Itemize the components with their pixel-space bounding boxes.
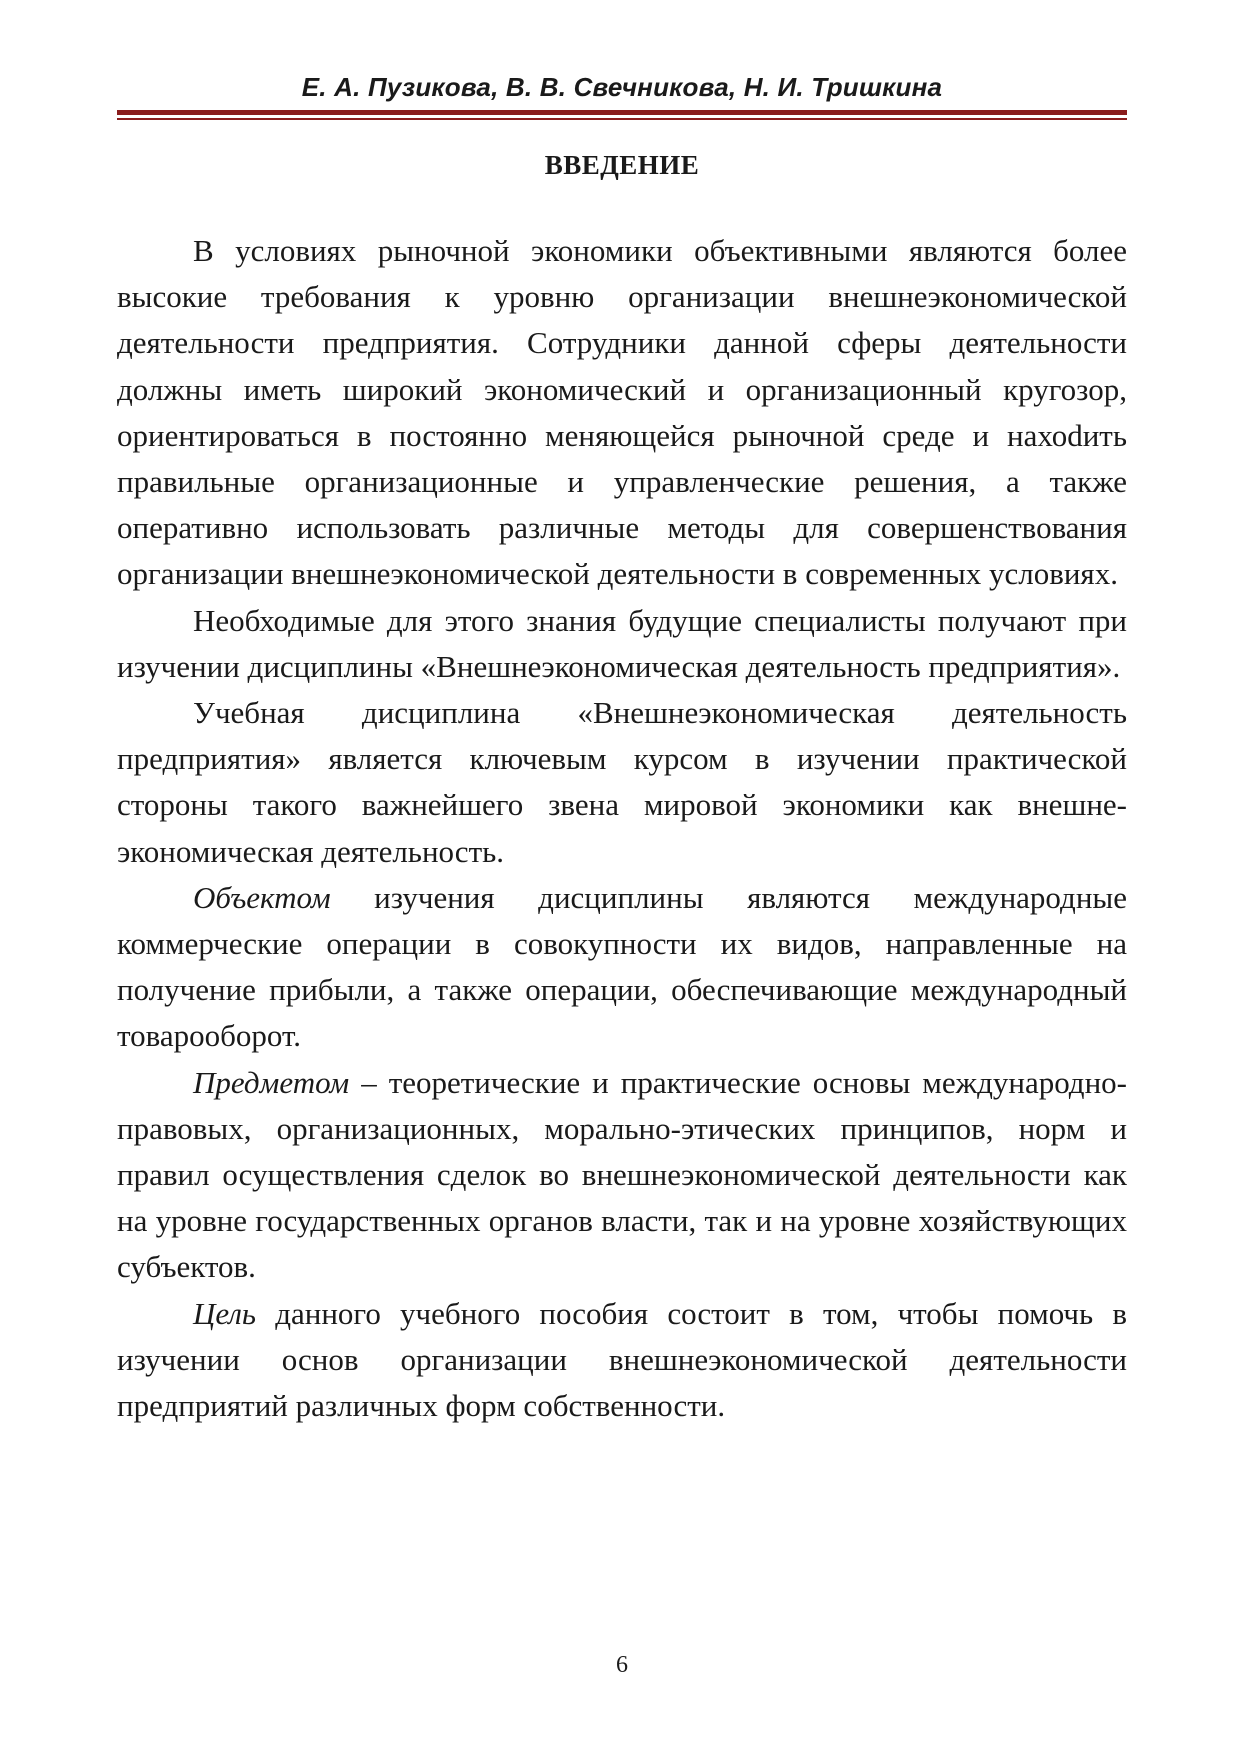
paragraph-object [117, 875, 1127, 1060]
paragraph-object-text: изучения дисциплины являются международные коммерческие операции в совокупности их видов, направленные на получение прибыли, а также операции, обеспечивающие международный товарооборот. [117, 879, 1127, 1054]
paragraph-discipline [117, 690, 1127, 875]
paragraph-object-lead: Объектом [193, 879, 331, 915]
paragraph-intro-text: В условиях рыночной экономики объективными являются более высокие требования к уровню организации внешнеэкономической деятельности предприятия. Сотрудники данной сферы деятельности должны иметь широкий экономический и организационный кругозор, ориентироваться в постоянно меняющейся рыночной среде и нахоdить правильные организационные и управленческие решения, а также оперативно использовать различные методы для совершенствования организации внешнеэкономической деятельности в современных условиях. [117, 233, 1127, 592]
paragraph-knowledge-text: Необходимые для этого знания будущие специалисты получают при изучении дисциплины «Внешнеэкономическая деятельность предприятия». [117, 602, 1127, 684]
running-header-authors: Е. А. Пузикова, В. В. Свечникова, Н. И. Тришкина [301, 72, 943, 102]
paragraph-subject-text: – теоретические и практические основы международно-правовых, организационных, морально-этических принципов, норм и правил осуществления сделок во внешнеэкономической деятельности как на уровне государственных органов власти, так и на уровне хозяйствующих субъектов. [117, 1064, 1127, 1285]
paragraph-subject-lead: Предметом [193, 1064, 350, 1100]
section-title: ВВЕДЕНИЕ [544, 150, 700, 180]
paragraph-goal [117, 1291, 1127, 1430]
paragraph-intro [117, 228, 1127, 598]
header-rule-thick [117, 110, 1127, 115]
page-number: 6 [616, 1652, 628, 1678]
paragraph-discipline-text: Учебная дисциплина «Внешнеэкономическая деятельность предприятия» является ключевым курсом в изучении практической стороны такого важнейшего звена мировой экономики как внешнеэкономическая деятельность. [117, 695, 1127, 869]
paragraph-subject [117, 1060, 1127, 1291]
body-text [117, 228, 1127, 1429]
paragraph-knowledge [117, 598, 1127, 690]
paragraph-goal-text: данного учебного пособия состоит в том, чтобы помочь в изучении основ организации внешнеэкономической деятельности предприятий различных форм собственности. [117, 1295, 1127, 1424]
paragraph-goal-lead: Цель [193, 1295, 256, 1331]
header-rule-thin [117, 118, 1127, 120]
